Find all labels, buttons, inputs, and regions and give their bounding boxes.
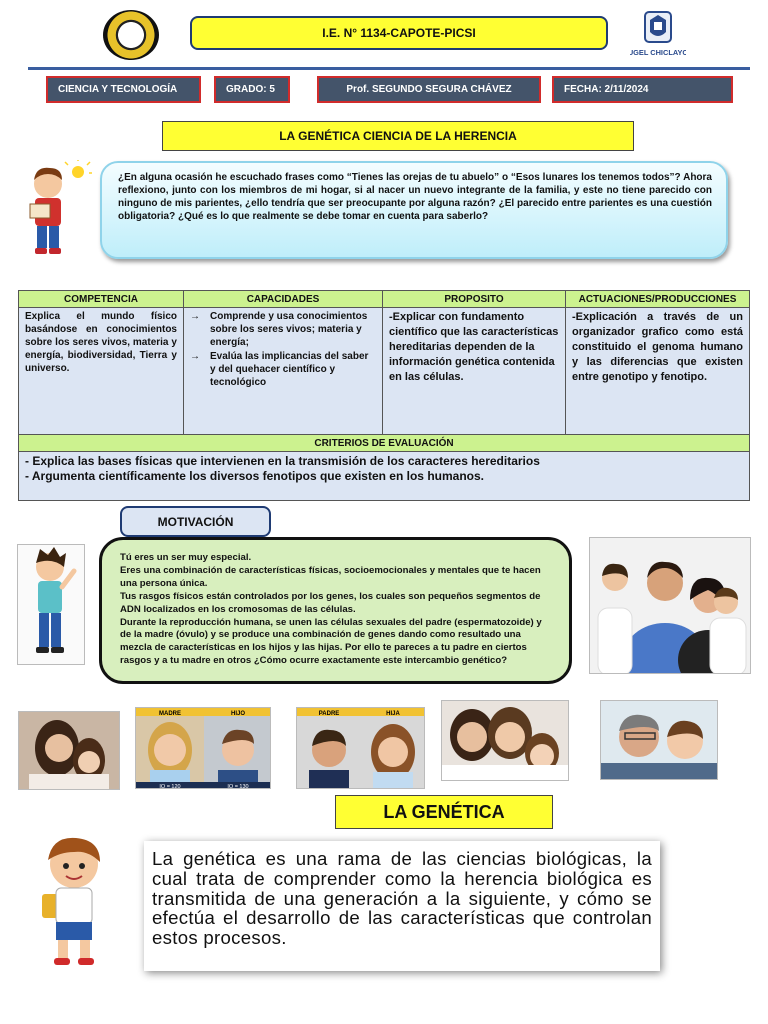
area-label: CIENCIA Y TECNOLOGÍA — [46, 76, 201, 103]
grandfather-child-photo — [600, 700, 718, 780]
madre-label: MADRE — [159, 711, 181, 717]
father-daughter-photo — [296, 707, 425, 789]
hijo-label: HIJO — [230, 711, 246, 717]
table-header: CAPACIDADES — [184, 291, 383, 308]
pointing-boy-illustration — [17, 544, 85, 665]
list-item — [190, 310, 376, 349]
three-women-photo — [441, 700, 569, 781]
reading-child-illustration — [22, 160, 92, 270]
table-header: COMPETENCIA — [19, 291, 184, 308]
topic-title: LA GENÉTICA CIENCIA DE LA HERENCIA — [162, 121, 634, 151]
motivacion-line: Eres una combinación de características físicas, socioemocionales y mentales que te hacen una persona única. — [120, 564, 541, 589]
madre-iq: IQ = 120 — [159, 784, 181, 789]
hijo-iq: IQ = 130 — [227, 784, 249, 789]
capacidades-cell — [184, 308, 383, 435]
table-header: ACTUACIONES/PRODUCCIONES — [566, 291, 750, 308]
hija-label: HIJA — [386, 711, 400, 717]
motivacion-line: Tus rasgos físicos están controlados por los genes, los cuales son pequeños segmentos de ADN localizados en los cromosomas de las células. — [120, 590, 541, 615]
ugel-logo-text: UGEL CHICLAYO — [630, 48, 686, 57]
teacher-label: Prof. SEGUNDO SEGURA CHÁVEZ — [317, 76, 541, 103]
list-item — [190, 350, 376, 389]
intro-question-bubble: ¿En alguna ocasión he escuchado frases como “Tienes las orejas de tu abuelo” o “Esos lunares los tenemos todos”? Ahora reflexiono, junto con los miembros de mi hogar, si al nacer un nuevo integrante de la familia, y este no tiene parecido con ninguno de mis parientes, ¿ello tendría que ser preocupante por alguna razón? ¿El parecido entre parientes es una cuestión obligatoria? ¿Qué es lo que realmente se debe tomar en cuenta para saberlo? — [100, 161, 728, 259]
school-title: I.E. N° 1134-CAPOTE-PICSI — [190, 16, 608, 50]
motivacion-tab: MOTIVACIÓN — [120, 506, 271, 537]
competencia-cell: Explica el mundo físico basándose en conocimientos sobre los seres vivos, materia y energía, biodiversidad, Tierra y universo. — [19, 308, 184, 435]
family-photo — [589, 537, 751, 674]
mother-daughter-photo — [18, 711, 120, 790]
padre-label: PADRE — [318, 711, 340, 717]
capacidad-text: Comprende y usa conocimientos sobre los seres vivos; materia y energía; — [210, 311, 368, 348]
arrow-icon: → — [190, 351, 200, 362]
header-divider — [28, 67, 750, 70]
criterios-cell — [19, 452, 750, 501]
criterio-item: - Argumenta científicamente los diversos fenotipos que existen en los humanos. — [25, 469, 484, 483]
genetica-definition: La genética es una rama de las ciencias biológicas, la cual trata de comprender como la herencia biológica es transmitida de una generación a la siguiente, y cómo se efectúa el desarrollo de las características que controlan estos procesos. — [144, 841, 660, 971]
schoolboy-illustration — [24, 832, 120, 972]
motivacion-text-box — [99, 537, 572, 684]
genetica-title: LA GENÉTICA — [335, 795, 553, 829]
proposito-cell: -Explicar con fundamento científico que las características hereditarias dependen de la información genética contenida en las células. — [383, 308, 566, 435]
arrow-icon: → — [190, 311, 200, 322]
actuaciones-cell: -Explicación a través de un organizador grafico como está constituido el genoma humano y las diferencias que existen entre genotipo y fenotipo. — [566, 308, 750, 435]
competency-table — [18, 290, 750, 501]
motivacion-line: Tú eres un ser muy especial. — [120, 552, 252, 563]
table-header: PROPOSITO — [383, 291, 566, 308]
motivacion-line: Durante la reproducción humana, se unen las células sexuales del padre (espermatozoide) y de la madre (óvulo) y se produce una combinación de genes dando como resultado una mezcla de características en los hijos y las hijas. Por ello te pareces a tu padre en ciertos rasgos y a tu madre en otros ¿Cómo ocurre exactamente este intercambio genético? — [120, 616, 542, 667]
ugel-logo — [630, 10, 686, 64]
grade-label: GRADO: 5 — [214, 76, 290, 103]
mother-son-iq-photo — [135, 707, 271, 789]
criterio-item: - Explica las bases físicas que intervienen en la transmisión de los caracteres hereditarios — [25, 454, 540, 468]
criterios-header: CRITERIOS DE EVALUACIÓN — [19, 435, 750, 452]
school-logo — [103, 10, 159, 60]
date-label: FECHA: 2/11/2024 — [552, 76, 733, 103]
capacidad-text: Evalúa las implicancias del saber y del quehacer científico y tecnológico — [210, 351, 369, 388]
